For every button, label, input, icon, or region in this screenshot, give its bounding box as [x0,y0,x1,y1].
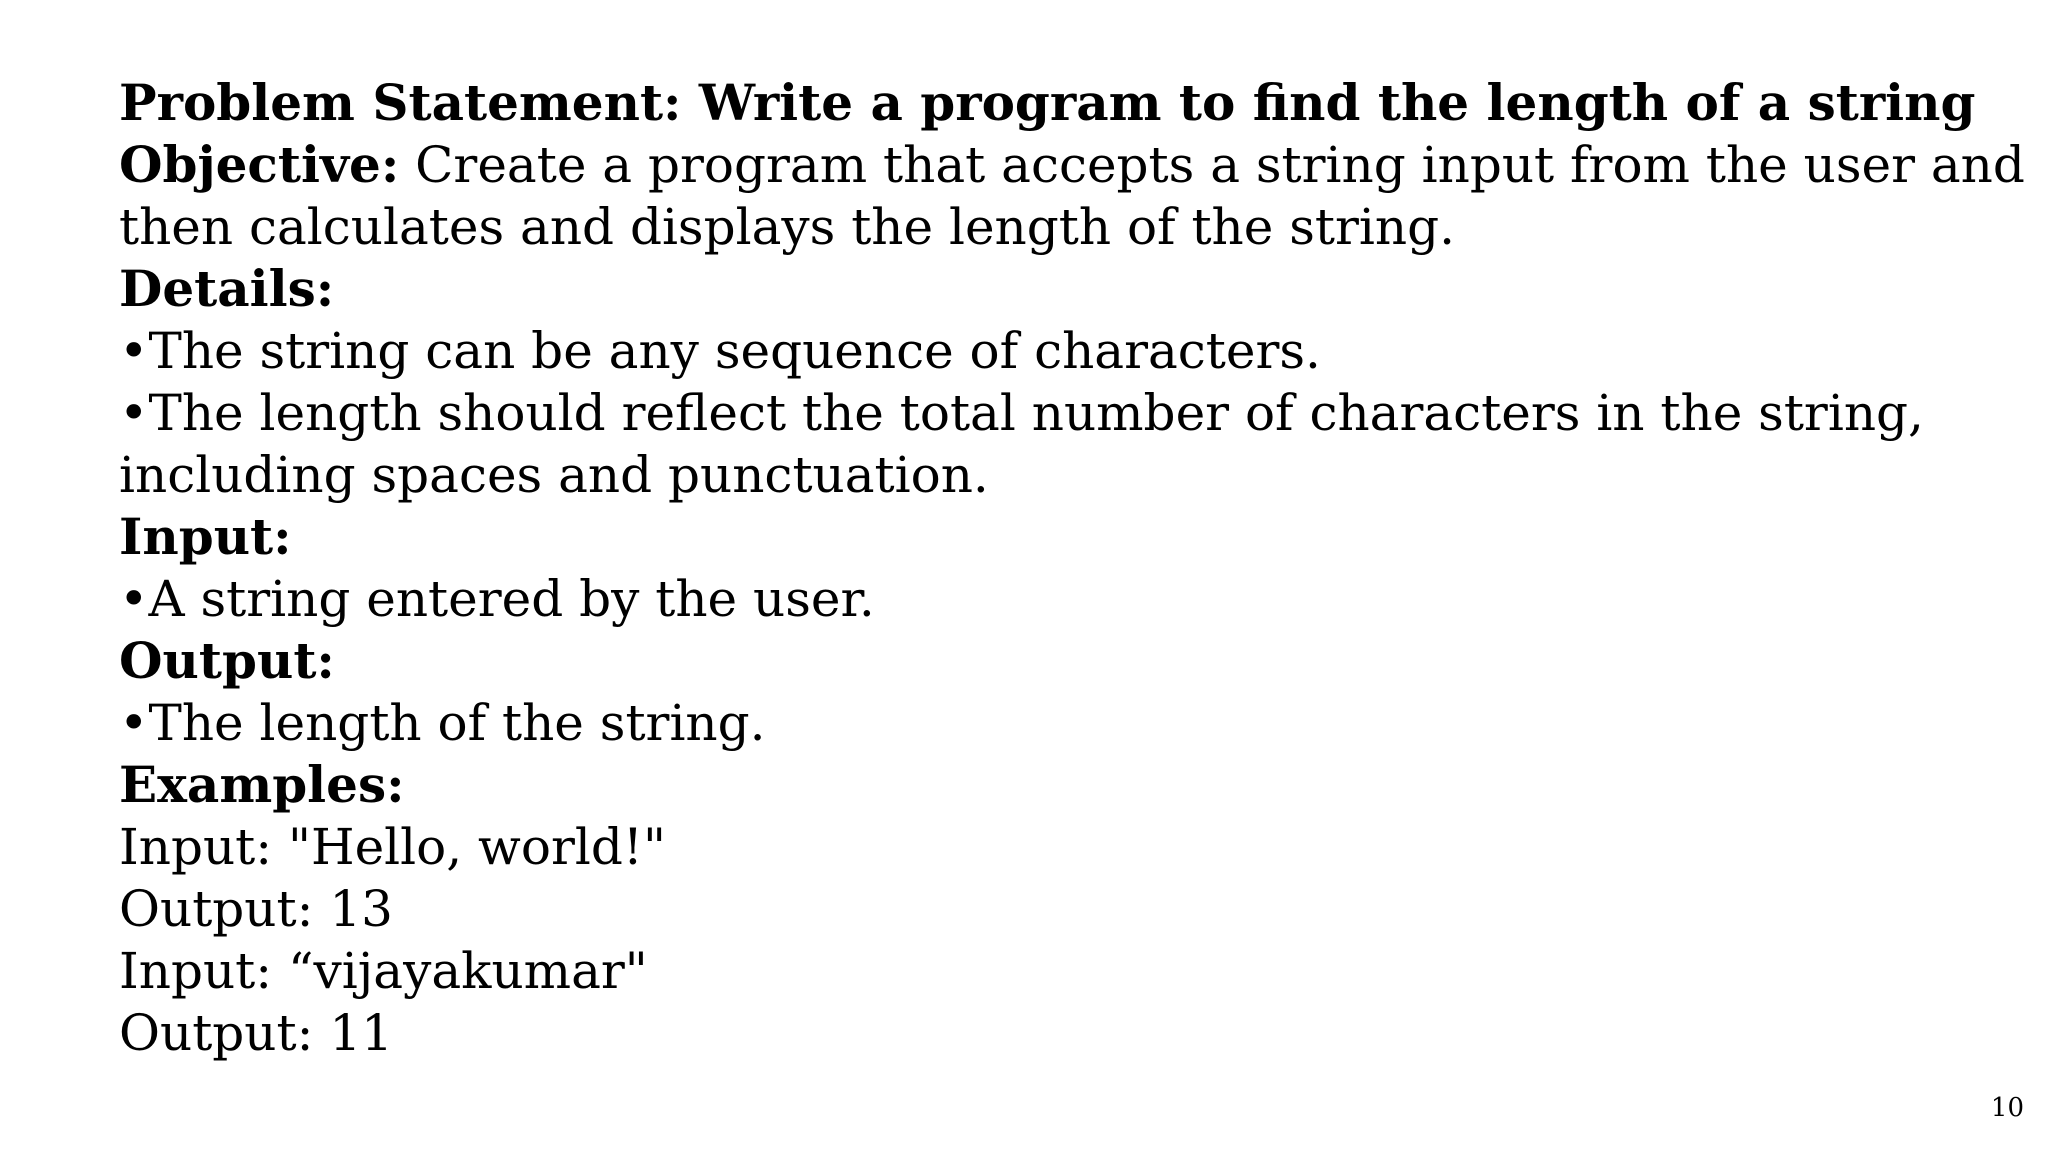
objective-label: Objective: [119,135,400,194]
examples-heading: Examples: [119,755,405,814]
page-number: 10 [1990,1093,2024,1123]
example-2-input: Input: “vijayakumar" [119,942,648,1000]
objective-text: Create a program that accepts a string input from the user and [399,136,2025,194]
input-heading: Input: [119,507,292,566]
example-1-output: Output: 13 [119,880,393,938]
example-1-input: Input: "Hello, world!" [119,818,666,876]
details-heading: Details: [119,259,335,318]
output-heading: Output: [119,631,335,690]
problem-statement: Problem Statement: Write a program to find the length of a string [119,73,1976,132]
objective-line-1 [119,134,2025,196]
details-bullet-2-line-1: •The length should reflect the total number of characters in the string, [119,384,1924,442]
details-bullet-1: •The string can be any sequence of characters. [119,322,1321,380]
objective-line-2: then calculates and displays the length of the string. [119,198,1455,256]
example-2-output: Output: 11 [119,1004,393,1062]
details-bullet-2-line-2: including spaces and punctuation. [119,446,989,504]
output-bullet: •The length of the string. [119,694,766,752]
input-bullet: •A string entered by the user. [119,570,875,628]
slide-content [119,72,2025,1064]
